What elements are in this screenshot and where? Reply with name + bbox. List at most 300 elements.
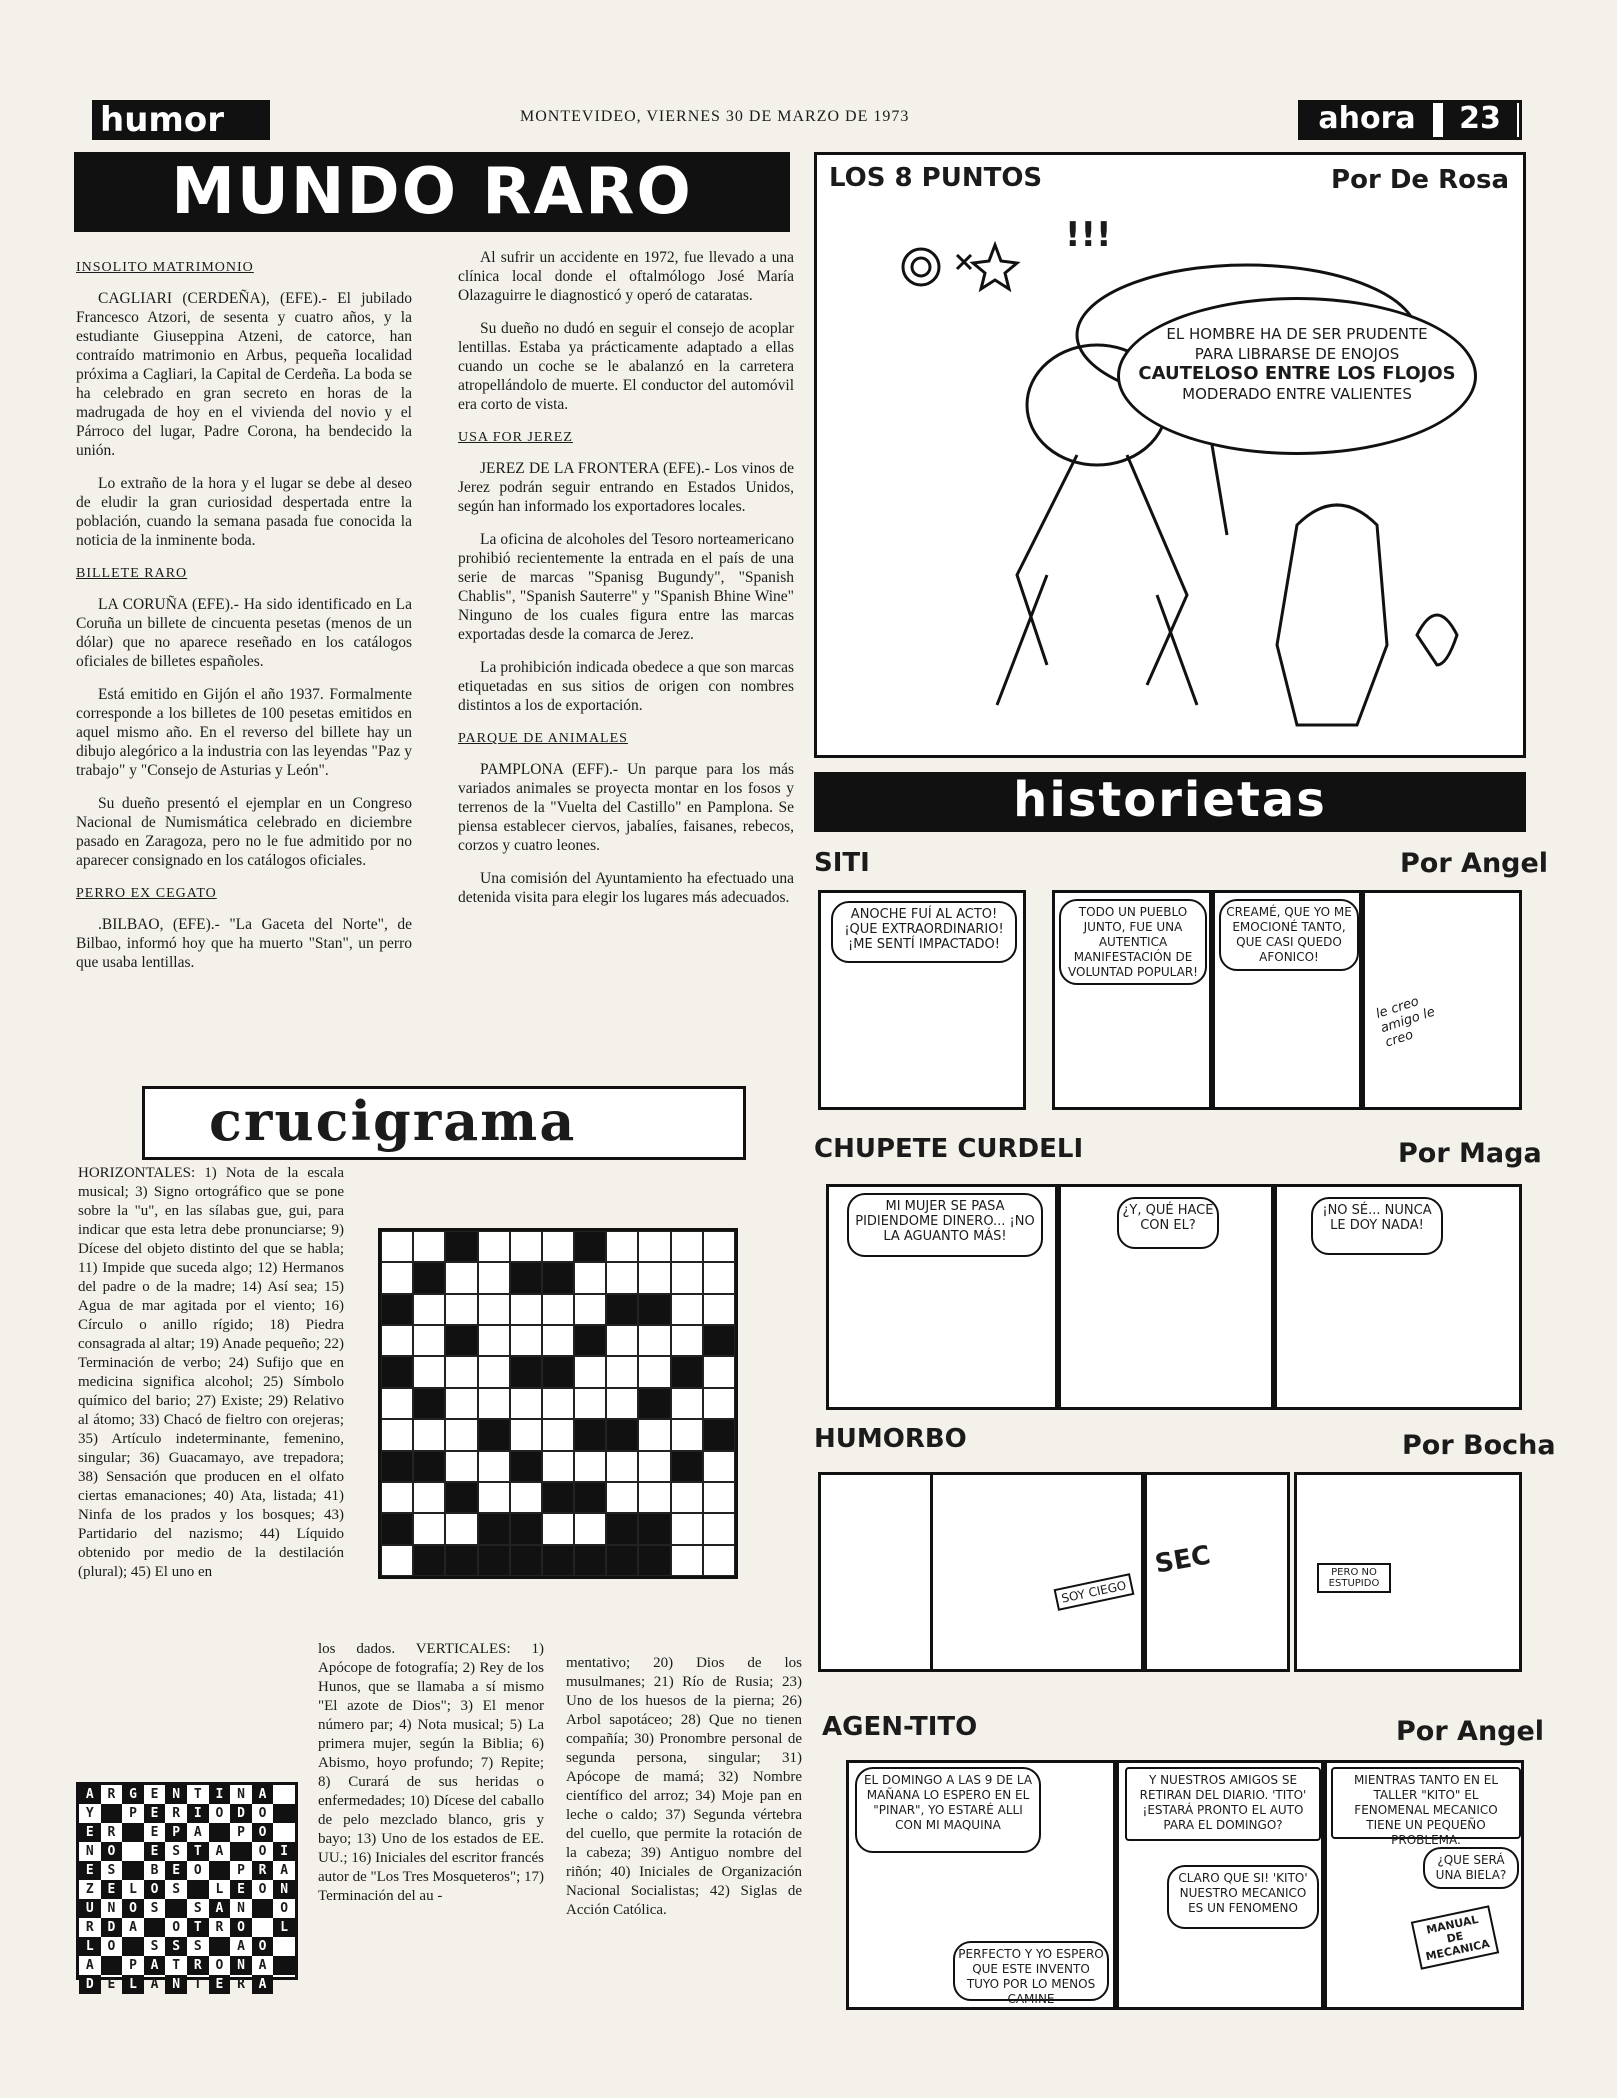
crossword-cell <box>478 1513 510 1544</box>
ocho-puntos-cartoon <box>814 152 1526 758</box>
crossword-cell <box>638 1513 670 1544</box>
speech-bubble: TODO UN PUEBLO JUNTO, FUE UNA AUTENTICA MANIFESTACIÓN DE VOLUNTAD POPULAR! <box>1059 899 1207 985</box>
crossword-cell <box>703 1325 735 1356</box>
solution-cell: A <box>237 1939 245 1954</box>
subheading: BILLETE RARO <box>76 566 188 581</box>
solution-cell <box>209 1861 231 1880</box>
crossword-cell <box>671 1513 703 1544</box>
solution-cell: I <box>273 1842 295 1861</box>
crossword-cell <box>671 1356 703 1387</box>
solution-cell: S <box>150 1901 159 1916</box>
page-number: 23 <box>1443 100 1517 140</box>
speech-bubble: ANOCHE FUÍ AL ACTO! ¡QUE EXTRAORDINARIO! ¡ME SENTÍ IMPACTADO! <box>831 901 1017 963</box>
crossword-cell <box>445 1294 477 1325</box>
crossword-cell <box>413 1451 445 1482</box>
solution-cell <box>252 1899 274 1918</box>
solution-row <box>79 1899 295 1918</box>
solution-cell: S <box>193 1901 202 1916</box>
article-paragraph: La prohibición indicada obedece a que son marcas etiquetadas en sus sitios de origen con nombres distintos a los de exportación. <box>458 659 794 714</box>
crossword-cell <box>671 1325 703 1356</box>
solution-cell: O <box>258 1844 267 1859</box>
solution-cell <box>101 1804 123 1823</box>
crossword-cell <box>542 1513 574 1544</box>
solution-cell: S <box>107 1863 116 1878</box>
solution-cell <box>273 1956 295 1975</box>
crossword-cell <box>574 1356 606 1387</box>
solution-cell: E <box>79 1861 101 1880</box>
crossword-cell <box>445 1325 477 1356</box>
crossword-cell <box>381 1262 413 1293</box>
crossword-cell <box>542 1262 574 1293</box>
solution-cell: A <box>129 1920 137 1935</box>
crossword-cell <box>478 1294 510 1325</box>
solution-cell: B <box>150 1863 159 1878</box>
crossword-cell <box>445 1356 477 1387</box>
caption-box: Y NUESTROS AMIGOS SE RETIRAN DEL DIARIO. 'TITO' ¡ESTARÁ PRONTO EL AUTO PARA EL DOMINGO? <box>1125 1767 1321 1841</box>
crossword-cell <box>510 1294 542 1325</box>
subheading: USA FOR JEREZ <box>458 430 573 445</box>
crossword-cell <box>510 1325 542 1356</box>
solution-cell <box>273 1823 295 1842</box>
solution-cell: T <box>193 1787 202 1802</box>
solution-cell: A <box>79 1785 101 1804</box>
agentito-panel-3 <box>1324 1760 1524 2010</box>
solution-cell <box>101 1956 123 1975</box>
crossword-cell <box>413 1356 445 1387</box>
crossword-cell <box>574 1419 606 1450</box>
crossword-cell <box>542 1545 574 1576</box>
chupete-title: CHUPETE CURDELI <box>814 1134 1084 1164</box>
crossword-cell <box>703 1451 735 1482</box>
solution-row <box>79 1918 295 1937</box>
crossword-cell <box>638 1482 670 1513</box>
crossword-cell <box>542 1482 574 1513</box>
solution-cell: N <box>273 1880 295 1899</box>
solution-cell: T <box>172 1958 181 1973</box>
article-paragraph: PAMPLONA (EFF).- Un parque para los más variados animales se proyecta montar en los fosos y terrenos de la "Vuelta del Castillo" en Pamplona. Se piensa establecer ciervos, jabalíes, faisanes, rebecos, corzos y cuatro leones. <box>458 761 794 854</box>
crossword-cell <box>638 1325 670 1356</box>
solution-cell <box>209 1823 231 1842</box>
solution-cell: S <box>172 1844 181 1859</box>
crossword-cell <box>606 1231 638 1262</box>
solution-cell: O <box>258 1806 267 1821</box>
crossword-cell <box>445 1388 477 1419</box>
solution-cell: S <box>193 1939 202 1954</box>
article-column-1 <box>76 248 412 986</box>
solution-cell <box>122 1842 144 1861</box>
solution-cell: I <box>187 1804 209 1823</box>
crossword-cell <box>445 1231 477 1262</box>
solution-cell: N <box>237 1787 245 1802</box>
crossword-cell <box>381 1388 413 1419</box>
solution-cell <box>122 1937 144 1956</box>
siti-panel-3 <box>1212 890 1362 1110</box>
crossword-cell <box>413 1231 445 1262</box>
speech-bubble: CREAMÉ, QUE YO ME EMOCIONÉ TANTO, QUE CASI QUEDO AFONICO! <box>1219 899 1359 971</box>
solution-cell: E <box>144 1804 166 1823</box>
dateline: MONTEVIDEO, VIERNES 30 DE MARZO DE 1973 <box>520 108 910 125</box>
solution-cell: A <box>85 1958 94 1973</box>
cartoon-drawing <box>877 215 1477 755</box>
sign-no-estupido: PERO NO ESTUPIDO <box>1317 1563 1391 1593</box>
siti-title: SITI <box>814 848 870 878</box>
crossword-cell <box>606 1325 638 1356</box>
crossword-cell <box>671 1388 703 1419</box>
book-cover: MANUAL DE MECANICA <box>1411 1905 1499 1970</box>
crossword-cell <box>413 1513 445 1544</box>
solution-cell: A <box>280 1863 289 1878</box>
solution-row <box>79 1842 295 1861</box>
crossword-cell <box>510 1513 542 1544</box>
brand-badge <box>1298 100 1522 140</box>
solution-row <box>79 1823 295 1842</box>
solution-cell: L <box>273 1918 295 1937</box>
solution-cell: I <box>209 1785 231 1804</box>
solution-cell: P <box>129 1958 137 1973</box>
crossword-cell <box>413 1294 445 1325</box>
speech-bubble: MI MUJER SE PASA PIDIENDOME DINERO... ¡NO LA AGUANTO MÁS! <box>847 1193 1043 1257</box>
crossword-cell <box>606 1545 638 1576</box>
solution-cell <box>165 1899 187 1918</box>
solution-cell: S <box>172 1882 181 1897</box>
crossword-cell <box>478 1388 510 1419</box>
agentito-panel-2 <box>1116 1760 1324 2010</box>
solution-cell: E <box>230 1880 252 1899</box>
solution-cell <box>273 1804 295 1823</box>
crossword-cell <box>445 1513 477 1544</box>
solution-cell: O <box>107 1939 116 1954</box>
crossword-cell <box>671 1231 703 1262</box>
crossword-cell <box>574 1325 606 1356</box>
crossword-cell <box>510 1262 542 1293</box>
article-paragraph: Su dueño presentó el ejemplar en un Congreso Nacional de Numismática celebrado en diciembre pasado en Zaragoza, pero no le fue admitido por no aparecer consignado en los catálogos oficiales. <box>76 795 412 869</box>
crossword-cell <box>510 1482 542 1513</box>
crossword-cell <box>478 1419 510 1450</box>
article-column-2 <box>458 248 794 921</box>
article-paragraph: JEREZ DE LA FRONTERA (EFE).- Los vinos de Jerez podrán seguir entrando en Estados Unidos, según han informado los exportadores locales. <box>458 460 794 515</box>
section-tag: humor <box>92 100 270 140</box>
crossword-cell <box>445 1262 477 1293</box>
solution-cell: O <box>193 1863 202 1878</box>
crossword-cell <box>703 1419 735 1450</box>
solution-cell: P <box>129 1806 137 1821</box>
crossword-cell <box>542 1325 574 1356</box>
solution-cell: R <box>85 1920 94 1935</box>
crossword-cell <box>445 1419 477 1450</box>
crossword-cell <box>413 1325 445 1356</box>
solution-cell: O <box>215 1806 224 1821</box>
solution-cell: N <box>165 1975 187 1994</box>
speech-bubble: PERFECTO Y YO ESPERO QUE ESTE INVENTO TUYO POR LO MENOS CAMINE <box>953 1941 1109 2001</box>
crucigrama-title: crucigrama <box>142 1086 746 1160</box>
solution-cell <box>273 1975 295 1994</box>
crossword-cell <box>574 1388 606 1419</box>
article-paragraph: Lo extraño de la hora y el lugar se debe al deseo de eludir la gran curiosidad despertada entre la población, cuando la semana pasada fue conocida la noticia de la inminente boda. <box>76 475 412 549</box>
crossword-cell <box>510 1451 542 1482</box>
solution-cell: A <box>252 1785 274 1804</box>
crossword-cell <box>478 1545 510 1576</box>
cartoon-title: LOS 8 PUNTOS <box>829 163 1043 193</box>
crossword-cell <box>381 1482 413 1513</box>
speech-bubble: ¿QUE SERÁ UNA BIELA? <box>1423 1847 1519 1889</box>
solution-cell: A <box>252 1975 274 1994</box>
solution-cell: P <box>237 1863 245 1878</box>
solution-cell: E <box>150 1825 159 1840</box>
humorbo-panel-3 <box>1144 1472 1290 1672</box>
crossword-cell <box>381 1356 413 1387</box>
crossword-cell <box>703 1262 735 1293</box>
humorbo-panel-4 <box>1294 1472 1522 1672</box>
solution-cell <box>209 1937 231 1956</box>
crossword-cell <box>671 1294 703 1325</box>
chupete-panel-2 <box>1058 1184 1274 1410</box>
siti-panel-2 <box>1052 890 1212 1110</box>
solution-cell: N <box>107 1901 116 1916</box>
crossword-cell <box>606 1451 638 1482</box>
article-paragraph: CAGLIARI (CERDEÑA), (EFE).- El jubilado Francesco Atzori, de sesenta y cuatro años, y la estudiante Giuseppina Atzeni, de catorce, han contraído matrimonio en Arbus, pequeña localidad próxima a Cagliari, la Capital de Cerdeña. La boda se ha celebrado en gran secreto en horas de la madrugada de hoy en el vivienda del novio y el Párroco del lugar, Padre Corona, ha bendecido la unión. <box>76 290 412 459</box>
cartoon-author: Por De Rosa <box>1331 165 1509 195</box>
solution-cell: O <box>230 1918 252 1937</box>
solution-cell: R <box>187 1956 209 1975</box>
crossword-cell <box>478 1482 510 1513</box>
solution-cell: N <box>85 1844 94 1859</box>
crossword-cell <box>606 1482 638 1513</box>
solution-cell: L <box>122 1975 144 1994</box>
speech-bubble: CLARO QUE SI! 'KITO' NUESTRO MECANICO ES UN FENOMENO <box>1167 1865 1319 1929</box>
crossword-cell <box>413 1262 445 1293</box>
previous-solution-grid <box>76 1782 298 1992</box>
speech-bubble: ¡NO SÉ... NUNCA LE DOY NADA! <box>1311 1197 1443 1255</box>
crossword-cell <box>703 1294 735 1325</box>
crossword-cell <box>574 1262 606 1293</box>
solution-cell: R <box>172 1806 181 1821</box>
crossword-cell <box>381 1419 413 1450</box>
crossword-cell <box>478 1262 510 1293</box>
solution-row <box>79 1956 295 1975</box>
solution-cell: T <box>187 1842 209 1861</box>
crossword-cell <box>542 1356 574 1387</box>
crossword-cell <box>606 1388 638 1419</box>
solution-cell: A <box>193 1825 202 1840</box>
subheading: PARQUE DE ANIMALES <box>458 731 628 746</box>
solution-cell: G <box>122 1785 144 1804</box>
humorbo-panel-2 <box>930 1472 1144 1672</box>
solution-cell: O <box>280 1901 289 1916</box>
solution-cell: R <box>215 1920 224 1935</box>
solution-cell: S <box>165 1937 187 1956</box>
solution-row <box>79 1975 295 1994</box>
crossword-cell <box>542 1231 574 1262</box>
handwritten-note: le creo amigo le creo <box>1374 994 1437 1051</box>
solution-cell: O <box>172 1920 181 1935</box>
crossword-cell <box>671 1451 703 1482</box>
solution-cell <box>252 1918 274 1937</box>
solution-cell: O <box>252 1937 274 1956</box>
crossword-cell <box>574 1231 606 1262</box>
solution-cell: U <box>79 1899 101 1918</box>
solution-row <box>79 1880 295 1899</box>
crossword-cell <box>606 1294 638 1325</box>
solution-cell: E <box>150 1787 159 1802</box>
crossword-cell <box>606 1513 638 1544</box>
solution-cell <box>273 1785 295 1804</box>
crossword-cell <box>413 1388 445 1419</box>
crossword-cell <box>574 1513 606 1544</box>
crossword-cell <box>381 1545 413 1576</box>
crossword-cell <box>413 1419 445 1450</box>
cartoon-speech-bubble <box>1117 297 1477 455</box>
bubble-line-1: EL HOMBRE HA DE SER PRUDENTE <box>1166 325 1428 343</box>
solution-cell: N <box>165 1785 187 1804</box>
solution-cell: A <box>215 1844 224 1859</box>
crossword-cell <box>478 1451 510 1482</box>
solution-cell: O <box>258 1882 267 1897</box>
solution-cell: L <box>215 1882 224 1897</box>
brand-name: ahora <box>1301 100 1433 140</box>
crossword-cell <box>703 1356 735 1387</box>
crossword-cell <box>445 1545 477 1576</box>
solution-cell: T <box>187 1918 209 1937</box>
chupete-panel-1 <box>826 1184 1058 1410</box>
crossword-cell <box>445 1451 477 1482</box>
crossword-cell <box>606 1262 638 1293</box>
article-paragraph: La oficina de alcoholes del Tesoro norteamericano prohibió recientemente la entrada en el país de una serie de marcas "Spanisg Bugundy", "Spanish Chablis", "Spanish Sauterre" y "Spanish Bhine Wine" Ninguno de los cuales figura entre las marcas exportadas desde la comarca de Jerez. <box>458 531 794 643</box>
solution-cell: E <box>101 1880 123 1899</box>
solution-cell: L <box>79 1937 101 1956</box>
crossword-cell <box>606 1356 638 1387</box>
crossword-cell <box>671 1482 703 1513</box>
solution-cell: O <box>252 1823 274 1842</box>
solution-cell: Y <box>85 1806 94 1821</box>
humorbo-panel-1 <box>818 1472 936 1672</box>
crossword-cell <box>381 1325 413 1356</box>
crossword-grid <box>378 1228 738 1579</box>
crossword-cell <box>478 1356 510 1387</box>
crossword-cell <box>542 1294 574 1325</box>
solution-cell <box>144 1918 166 1937</box>
article-paragraph: Está emitido en Gijón el año 1937. Formalmente corresponde a los billetes de 100 pesetas emitidos en aquel mismo año. En el reverso del billete hay un dibujo alegórico a la industria con las leyendas "Paz y trabajo" y "Consejo de Asturias y León". <box>76 686 412 779</box>
solution-cell: T <box>193 1977 202 1992</box>
humorbo-author: Por Bocha <box>1402 1430 1556 1461</box>
crossword-cell <box>703 1231 735 1262</box>
solution-cell: R <box>107 1787 116 1802</box>
article-paragraph: LA CORUÑA (EFE).- Ha sido identificado en La Coruña un billete de cincuenta pesetas (menos de un dólar) que no aparece reseñado en los catálogos oficiales de billetes españoles. <box>76 596 412 670</box>
crossword-cell <box>638 1294 670 1325</box>
horizontales-clues: HORIZONTALES: 1) Nota de la escala musical; 3) Signo ortográfico que se pone sobre la "u", en las sílabas gue, gui, para indicar que esta letra debe pronunciarse; 9) Dícese del objeto distinto del que se habla; 11) Impide que suceda algo; 12) Hermanos del padre o de la madre; 14) Así sea; 15) Agua de mar agitada por el viento; 16) Círculo o anillo rígido; 18) Piedra consagrada al altar; 19) Anade pequeño; 22) Terminación de verbo; 24) Sufijo que en medicina significa alcohol; 25) Símbolo químico del bario; 27) Existe; 29) Relativo al átomo; 33) Chacó de fieltro con orejeras; 35) Artículo indeterminante, femenino, singular; 36) Guacamayo, ave trepadora; 38) Sensación que producen en el olfato ciertas emanaciones; 40) Ata, listada; 41) Ninfa de los prados y los bosques; 43) Partidario del nazismo; 44) Líquido obtenido por medio de la destilación (plural); 45) El uno en <box>78 1165 344 1580</box>
solution-cell: Z <box>85 1882 94 1897</box>
solution-cell: O <box>101 1842 123 1861</box>
solution-row <box>79 1785 295 1804</box>
crossword-cell <box>671 1262 703 1293</box>
crossword-cell <box>703 1513 735 1544</box>
verticales-clues-a: los dados. VERTICALES: 1) Apócope de fotografía; 2) Rey de los Hunos, que se llamaba a sí mismo "El azote de Dios"; 3) El menor número par; 4) Nota musical; 5) La primera mujer, según la Biblia; 6) Abismo, hoyo profundo; 7) Repite; 8) Curará de sus heridas o enfermedades; 10) Dícese del caballo de pelo mezclado blanco, gris y bayo; 13) Uno de los estados de EE. UU.; 16) Iniciales del escritor francés autor de "Los Tres Mosqueteros"; 17) Terminación del au - <box>318 1641 544 1904</box>
crossword-cell <box>606 1419 638 1450</box>
solution-cell: O <box>215 1958 224 1973</box>
solution-cell <box>230 1842 252 1861</box>
solution-cell: D <box>230 1804 252 1823</box>
crossword-cell <box>638 1451 670 1482</box>
article-paragraph: Su dueño no dudó en seguir el consejo de acoplar lentillas. Estaba ya prácticamente adaptado a ellas cuando un coche se le abalanzó en la carretera atropellándolo de muerte. El conductor del automóvil era corto de vista. <box>458 320 794 413</box>
agentito-panel-1 <box>846 1760 1116 2010</box>
solution-cell <box>273 1937 295 1956</box>
exclamation: !!! <box>1065 215 1112 255</box>
crossword-cell <box>638 1545 670 1576</box>
crossword-cell <box>381 1451 413 1482</box>
caption-box: MIENTRAS TANTO EN EL TALLER "KITO" EL FENOMENAL MECANICO TIENE UN PEQUEÑO PROBLEMA. <box>1331 1767 1521 1839</box>
crossword-cell <box>510 1356 542 1387</box>
article-paragraph: Al sufrir un accidente en 1972, fue llevado a una clínica local donde el oftalmólogo José María Olazaguirre le diagnosticó y operó de cataratas. <box>458 249 794 304</box>
crossword-cell <box>638 1262 670 1293</box>
chupete-panel-3 <box>1274 1184 1522 1410</box>
crossword-cell <box>574 1545 606 1576</box>
crossword-cell <box>574 1451 606 1482</box>
solution-cell: R <box>252 1861 274 1880</box>
crossword-cell <box>413 1545 445 1576</box>
sound-effect: SEC <box>1152 1540 1213 1580</box>
solution-row <box>79 1804 295 1823</box>
solution-cell: S <box>150 1939 159 1954</box>
solution-cell: A <box>209 1899 231 1918</box>
solution-cell: E <box>107 1977 116 1992</box>
solution-cell: D <box>101 1918 123 1937</box>
solution-cell: R <box>237 1977 245 1992</box>
bubble-line-2: PARA LIBRARSE DE ENOJOS <box>1194 345 1400 363</box>
verticales-clues-b: mentativo; 20) Dios de los musulmanes; 21) Río de Rusia; 23) Uno de los huesos de la pierna; 26) Arbol sapotáceo; 28) Que no tienen compañía; 30) Pronombre personal de segunda persona, singular; 31) Apócope de mamá; 32) Nombre científico del arroz; 34) Moje pan en leche o caldo; 37) Segunda vértebra del cuello, que permite la rotación de la cabeza; 39) Antiguo nombre del riñón; 40) Iniciales de Organización Nacional Socialistas; 42) Siglas de Acción Católica. <box>566 1655 802 1918</box>
crossword-cell <box>703 1545 735 1576</box>
siti-panel-1 <box>818 890 1026 1110</box>
bubble-line-3: CAUTELOSO ENTRE LOS FLOJOS <box>1138 363 1456 384</box>
crossword-cell <box>671 1545 703 1576</box>
solution-cell <box>122 1861 144 1880</box>
subheading: PERRO EX CEGATO <box>76 886 217 901</box>
crossword-cell <box>381 1294 413 1325</box>
article-paragraph: .BILBAO, (EFE).- "La Gaceta del Norte", de Bilbao, informó hoy que ha muerto "Stan", un perro que usaba lentillas. <box>76 916 412 971</box>
solution-cell: E <box>209 1975 231 1994</box>
crossword-cell <box>510 1545 542 1576</box>
crossword-cell <box>445 1482 477 1513</box>
solution-cell: R <box>107 1825 116 1840</box>
historietas-title: historietas <box>814 772 1526 832</box>
crossword-cell <box>638 1231 670 1262</box>
crossword-cell <box>671 1419 703 1450</box>
crossword-cell <box>638 1419 670 1450</box>
crossword-cell <box>510 1388 542 1419</box>
crossword-cell <box>638 1356 670 1387</box>
bubble-line-4: MODERADO ENTRE VALIENTES <box>1182 385 1412 403</box>
agentito-author: Por Angel <box>1396 1716 1545 1747</box>
solution-cell: P <box>165 1823 187 1842</box>
crossword-cell <box>413 1482 445 1513</box>
speech-bubble: ¿Y, QUÉ HACE CON EL? <box>1117 1197 1219 1249</box>
agentito-title: AGEN-TITO <box>822 1712 978 1742</box>
solution-cell: D <box>79 1975 101 1994</box>
chupete-author: Por Maga <box>1398 1138 1542 1169</box>
crossword-cell <box>574 1294 606 1325</box>
article-paragraph: Una comisión del Ayuntamiento ha efectuado una detenida visita para elegir los lugares más adecuados. <box>458 870 794 906</box>
crossword-cell <box>638 1388 670 1419</box>
solution-cell <box>187 1880 209 1899</box>
solution-cell: P <box>237 1825 245 1840</box>
solution-cell: N <box>237 1901 245 1916</box>
solution-row <box>79 1937 295 1956</box>
crossword-cell <box>510 1231 542 1262</box>
mundo-raro-title: MUNDO RARO <box>74 152 790 232</box>
solution-cell: A <box>258 1958 267 1973</box>
crossword-cell <box>542 1388 574 1419</box>
solution-cell: E <box>165 1861 187 1880</box>
speech-bubble: EL DOMINGO A LAS 9 DE LA MAÑANA LO ESPERO EN EL "PINAR", YO ESTARÉ ALLI CON MI MAQUINA <box>855 1767 1041 1853</box>
humorbo-title: HUMORBO <box>814 1424 967 1454</box>
